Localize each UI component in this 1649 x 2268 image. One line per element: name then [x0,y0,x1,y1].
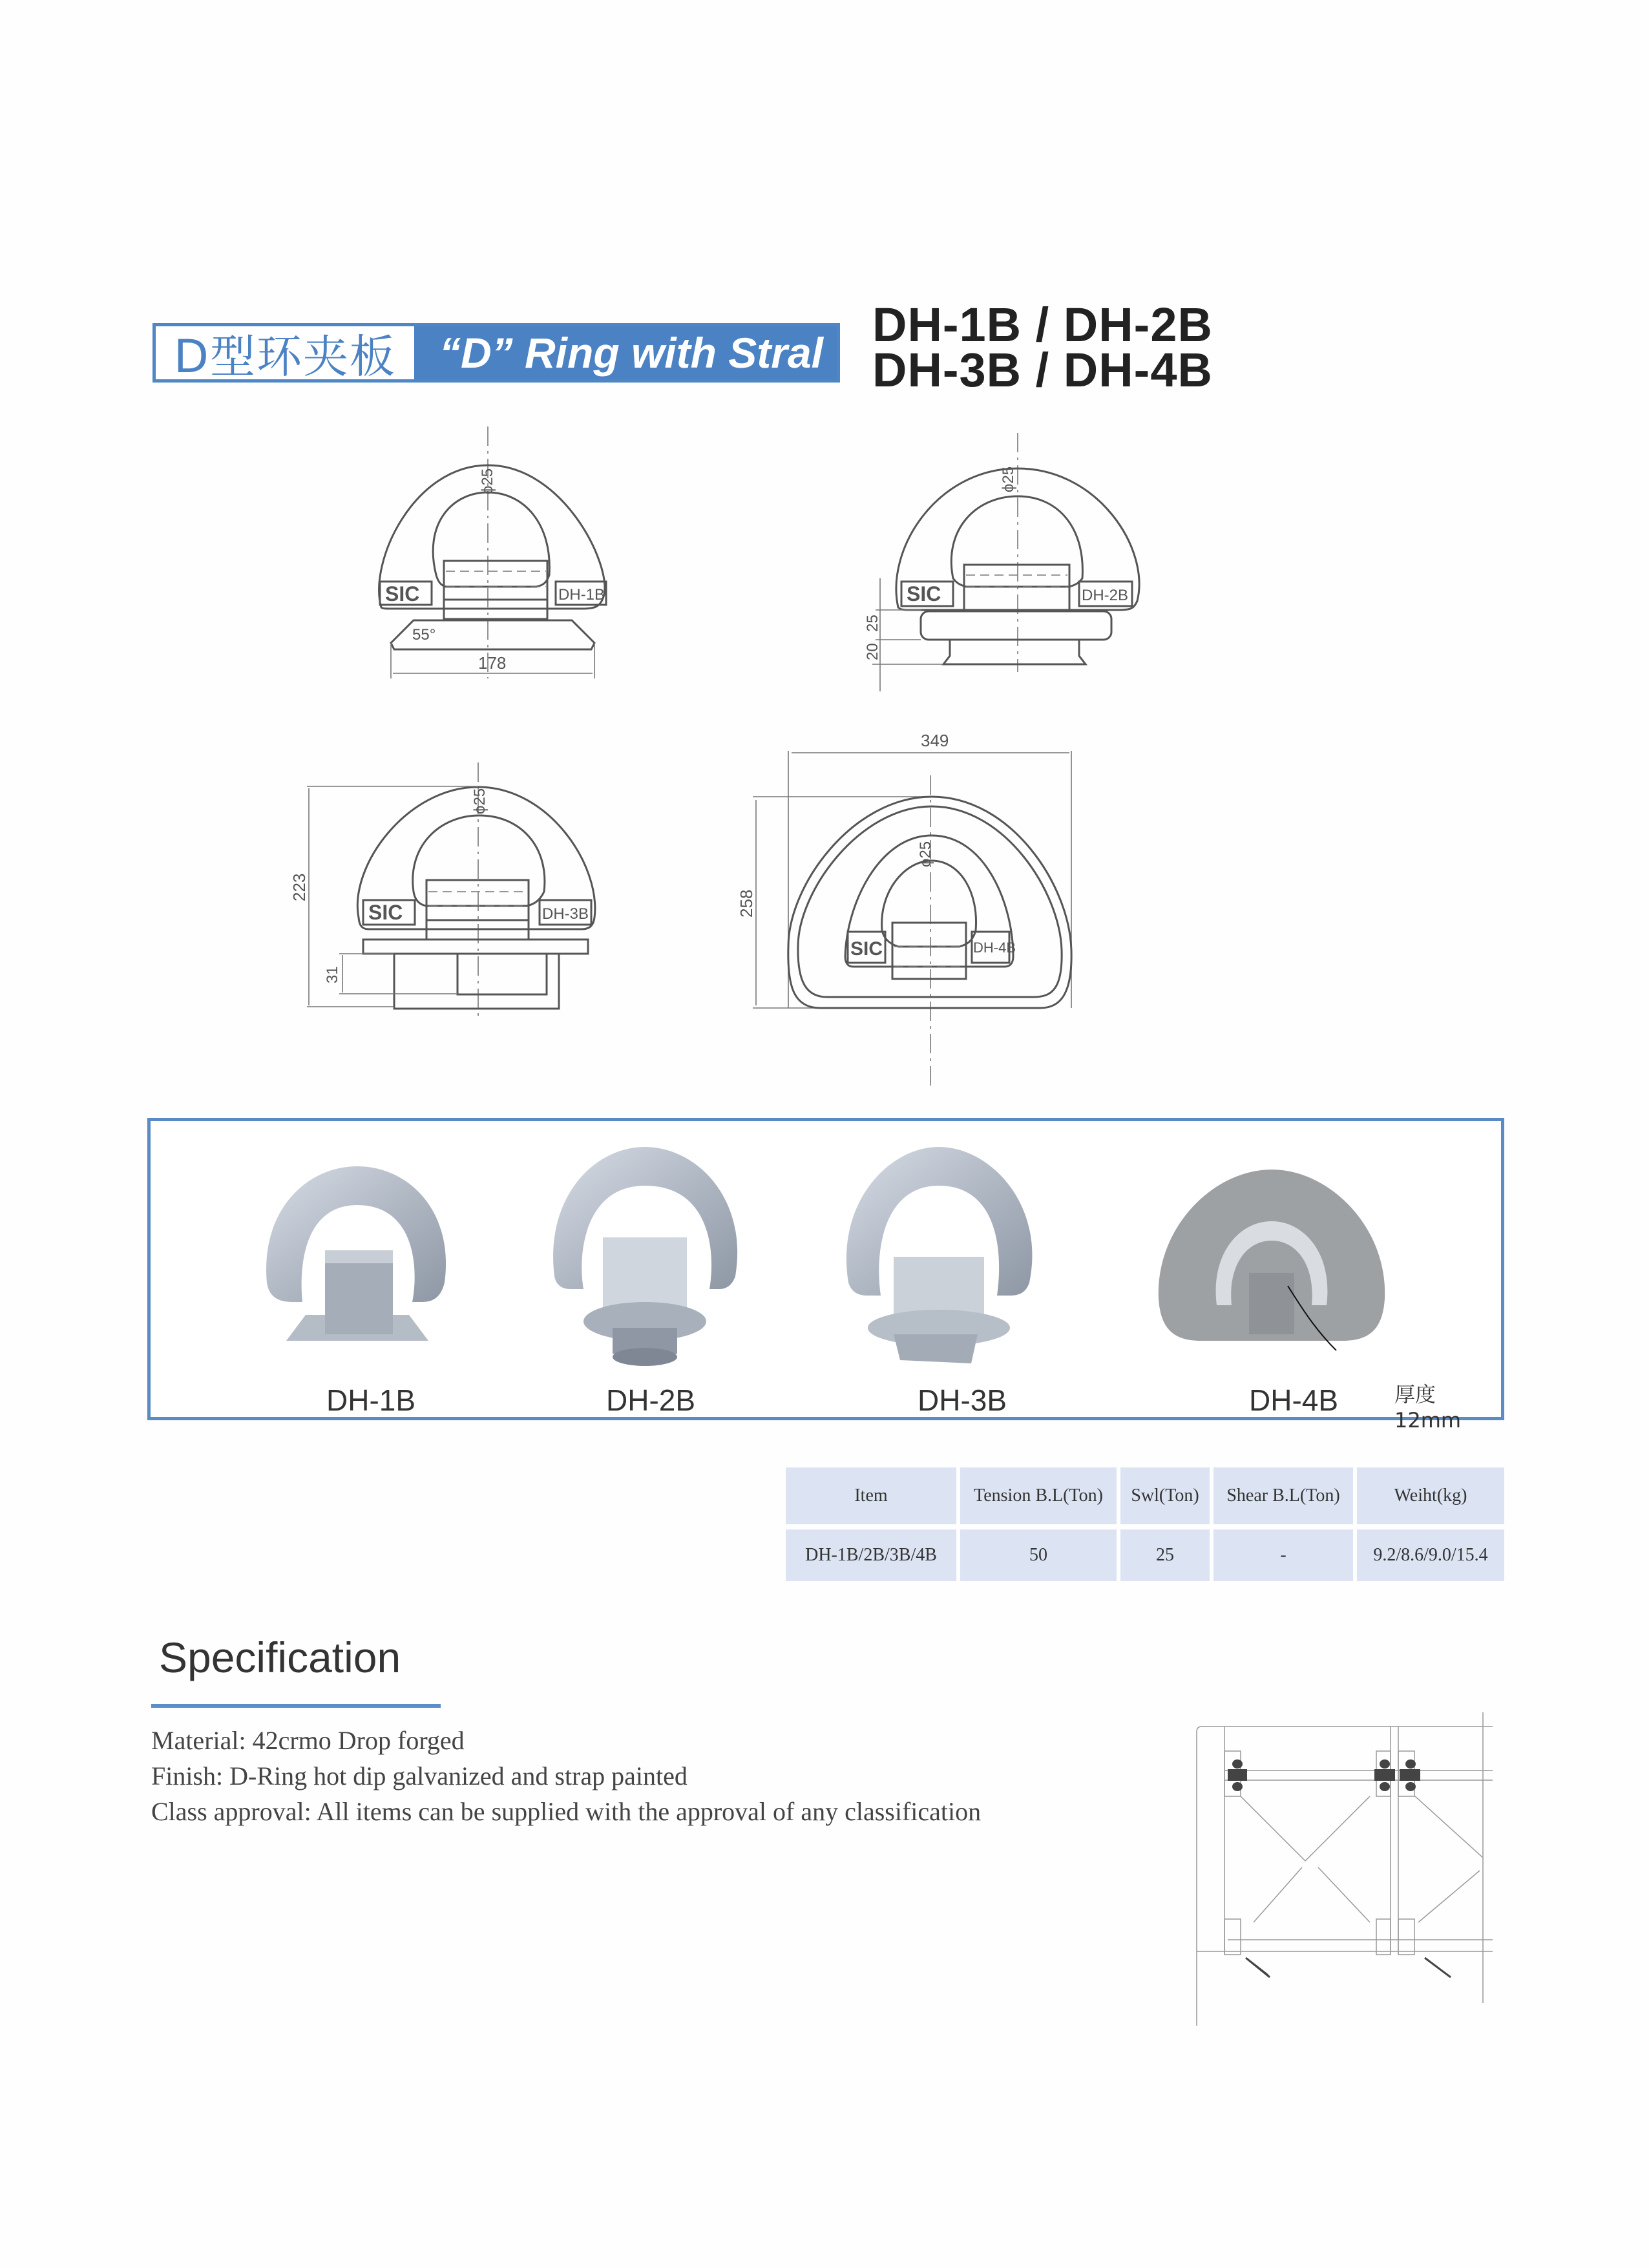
lashing-diagram [1189,1699,1499,2029]
title-bar [152,323,840,383]
drawing-model-label: DH-3B [542,905,589,923]
drawing-logo: SIC [850,938,883,960]
table-cell: 25 [1120,1529,1210,1581]
photo-label-dh-1b: DH-1B [326,1383,416,1417]
table-cell: 50 [960,1529,1117,1581]
title-english: “D” Ring with Stral [439,329,823,377]
photo-dh-1b [247,1140,467,1360]
table-header: Item [786,1467,956,1524]
photo-label-dh-3b: DH-3B [918,1383,1007,1417]
photo-label-dh-4b: DH-4B [1249,1383,1339,1417]
drawing-logo: SIC [368,901,403,924]
table-row [786,1529,1504,1581]
product-photo-panel [147,1118,1504,1433]
diameter-dimension: ϕ25 [471,788,488,814]
specification-heading: Specification [159,1633,401,1681]
diameter-dimension: ϕ25 [479,468,496,494]
photo-dh-2b [529,1134,761,1373]
model-heading [872,298,1213,397]
table-cell: - [1213,1529,1353,1581]
angle-dimension: 55° [412,626,436,644]
width-dimension: 349 [921,731,949,750]
drawing-dh-4b [737,724,1228,1086]
diameter-dimension: ϕ25 [1000,466,1017,492]
drawing-model-label: DH-2B [1082,587,1129,604]
title-chinese: D型环夹板 [156,326,417,379]
drawing-logo: SIC [907,582,941,605]
drawing-model-label: DH-4B [973,940,1016,956]
drawing-model-label: DH-1B [558,586,605,604]
width-dimension: 178 [478,653,507,673]
diameter-dimension: ϕ25 [917,841,934,867]
models-line-2: DH-3B / DH-4B [872,343,1213,397]
drawing-dh-2b [846,420,1157,691]
drawing-dh-3b [278,762,614,1021]
table-cell: 9.2/8.6/9.0/15.4 [1357,1529,1504,1581]
specification-underline [151,1704,441,1708]
photo-dh-4b [1149,1157,1394,1350]
spec-material: Material: 42crmo Drop forged [151,1726,465,1755]
spec-finish: Finish: D-Ring hot dip galvanized and strap painted [151,1761,688,1790]
spec-table [782,1462,1508,1586]
models-line-1: DH-1B / DH-2B [872,298,1213,352]
spec-class-approval: Class approval: All items can be supplied with the approval of any classification [151,1797,982,1826]
drawing-dh-1b [355,420,627,691]
height-dimension: 223 [289,873,309,901]
table-header: Tension B.L(Ton) [960,1467,1117,1524]
height-dimension-2: 20 [864,643,881,660]
table-header: Weiht(kg) [1357,1467,1504,1524]
photo-dh-3b [823,1134,1068,1373]
table-header: Swl(Ton) [1120,1467,1210,1524]
height-dimension: 258 [737,889,756,918]
height-dimension-1: 25 [864,614,881,632]
thickness-note: 厚度12mm [1394,1382,1462,1433]
photo-label-dh-2b: DH-2B [606,1383,696,1417]
table-header-row [786,1467,1504,1524]
drawing-logo: SIC [385,582,420,605]
table-header: Shear B.L(Ton) [1213,1467,1353,1524]
base-dimension: 31 [324,966,341,983]
table-cell: DH-1B/2B/3B/4B [786,1529,956,1581]
